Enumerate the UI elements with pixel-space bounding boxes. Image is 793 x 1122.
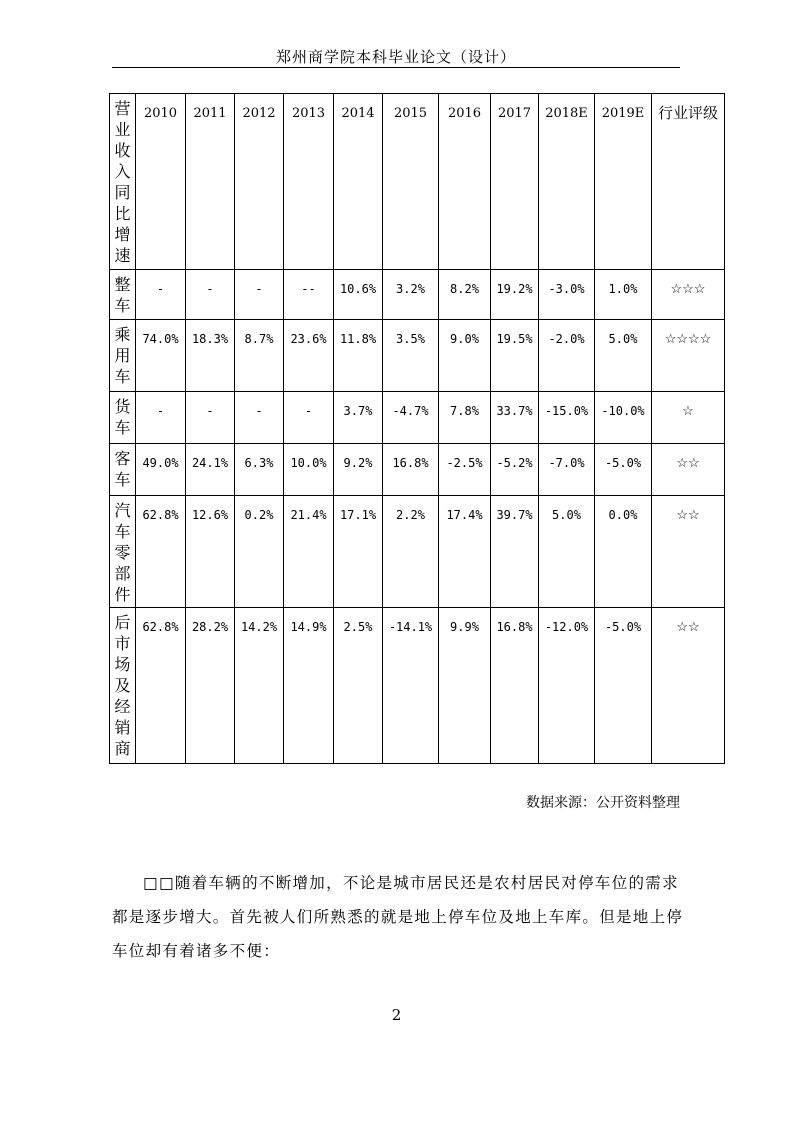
value-cell: 9.9%: [439, 608, 491, 764]
category-label: 后市场及经销商: [114, 613, 131, 758]
year-header: 2015: [383, 94, 439, 270]
header-label: 营业收入同比增速: [114, 99, 131, 265]
value-cell: 8.7%: [235, 320, 284, 392]
year-header: 2018E: [539, 94, 595, 270]
value-cell: 1.0%: [595, 270, 652, 320]
value-cell: 74.0%: [136, 320, 186, 392]
value-cell: 18.3%: [186, 320, 235, 392]
value-cell: -10.0%: [595, 392, 652, 444]
value-cell: 24.1%: [186, 444, 235, 496]
paragraph-text: □□随着车辆的不断增加，不论是城市居民还是农村居民对停车位的需求都是逐步增大。首先被人们所熟悉的就是地上停车位及地上车库。但是地上停车位却有着诸多不便：: [112, 874, 684, 960]
value-cell: 6.3%: [235, 444, 284, 496]
value-cell: -: [235, 392, 284, 444]
table-row: [110, 444, 725, 496]
value-cell: 8.2%: [439, 270, 491, 320]
table-row: [110, 270, 725, 320]
category-label: 整车: [114, 275, 131, 315]
value-cell: 62.8%: [136, 496, 186, 608]
growth-table: [109, 93, 725, 764]
value-cell: 3.7%: [334, 392, 383, 444]
value-cell: 17.4%: [439, 496, 491, 608]
source-note: 数据来源：公开资料整理: [526, 795, 680, 811]
year-header: 2014: [334, 94, 383, 270]
table-row: [110, 608, 725, 764]
table-row: [110, 496, 725, 608]
value-cell: -12.0%: [539, 608, 595, 764]
value-cell: 3.5%: [383, 320, 439, 392]
value-cell: -5.0%: [595, 444, 652, 496]
year-header: 2013: [284, 94, 334, 270]
value-cell: 17.1%: [334, 496, 383, 608]
category-cell: [110, 496, 136, 608]
year-header: 2010: [136, 94, 186, 270]
page-number: 2: [391, 1006, 402, 1024]
table-header-row: [110, 94, 725, 270]
value-cell: 0.0%: [595, 496, 652, 608]
value-cell: 33.7%: [491, 392, 539, 444]
category-cell: [110, 270, 136, 320]
value-cell: 10.6%: [334, 270, 383, 320]
value-cell: -15.0%: [539, 392, 595, 444]
rating-stars: ☆☆☆: [652, 270, 725, 320]
value-cell: -4.7%: [383, 392, 439, 444]
header-label-cell: [110, 94, 136, 270]
value-cell: 9.2%: [334, 444, 383, 496]
table-row: [110, 392, 725, 444]
rating-stars: ☆☆: [652, 496, 725, 608]
value-cell: 2.2%: [383, 496, 439, 608]
value-cell: -2.0%: [539, 320, 595, 392]
category-cell: [110, 392, 136, 444]
value-cell: 5.0%: [595, 320, 652, 392]
value-cell: -: [284, 392, 334, 444]
value-cell: -: [186, 270, 235, 320]
body-paragraph: [112, 866, 684, 968]
year-header: 2016: [439, 94, 491, 270]
value-cell: 39.7%: [491, 496, 539, 608]
value-cell: -14.1%: [383, 608, 439, 764]
value-cell: 12.6%: [186, 496, 235, 608]
value-cell: 62.8%: [136, 608, 186, 764]
value-cell: 2.5%: [334, 608, 383, 764]
rating-stars: ☆☆: [652, 444, 725, 496]
year-header: 2011: [186, 94, 235, 270]
value-cell: -: [235, 270, 284, 320]
value-cell: 5.0%: [539, 496, 595, 608]
value-cell: 9.0%: [439, 320, 491, 392]
value-cell: -5.2%: [491, 444, 539, 496]
category-label: 货车: [114, 397, 131, 437]
value-cell: 21.4%: [284, 496, 334, 608]
value-cell: -3.0%: [539, 270, 595, 320]
header-rule: [112, 67, 680, 68]
value-cell: 14.2%: [235, 608, 284, 764]
year-header: 2019E: [595, 94, 652, 270]
value-cell: -7.0%: [539, 444, 595, 496]
category-label: 客车: [114, 449, 131, 489]
value-cell: -: [136, 270, 186, 320]
category-label: 汽车零部件: [114, 501, 131, 604]
value-cell: --: [284, 270, 334, 320]
value-cell: -: [136, 392, 186, 444]
value-cell: 28.2%: [186, 608, 235, 764]
value-cell: -5.0%: [595, 608, 652, 764]
year-header: 2017: [491, 94, 539, 270]
value-cell: 23.6%: [284, 320, 334, 392]
page-header: 郑州商学院本科毕业论文（设计）: [275, 48, 516, 66]
value-cell: 10.0%: [284, 444, 334, 496]
rating-stars: ☆☆: [652, 608, 725, 764]
value-cell: -2.5%: [439, 444, 491, 496]
value-cell: 3.2%: [383, 270, 439, 320]
rating-stars: ☆☆☆☆: [652, 320, 725, 392]
value-cell: -: [186, 392, 235, 444]
value-cell: 14.9%: [284, 608, 334, 764]
category-cell: [110, 444, 136, 496]
category-cell: [110, 320, 136, 392]
value-cell: 16.8%: [491, 608, 539, 764]
value-cell: 16.8%: [383, 444, 439, 496]
category-label: 乘用车: [114, 325, 131, 386]
table-row: [110, 320, 725, 392]
value-cell: 49.0%: [136, 444, 186, 496]
category-cell: [110, 608, 136, 764]
rating-stars: ☆: [652, 392, 725, 444]
year-header: 2012: [235, 94, 284, 270]
value-cell: 19.5%: [491, 320, 539, 392]
value-cell: 0.2%: [235, 496, 284, 608]
rating-header: 行业评级: [652, 94, 725, 270]
value-cell: 19.2%: [491, 270, 539, 320]
value-cell: 11.8%: [334, 320, 383, 392]
value-cell: 7.8%: [439, 392, 491, 444]
